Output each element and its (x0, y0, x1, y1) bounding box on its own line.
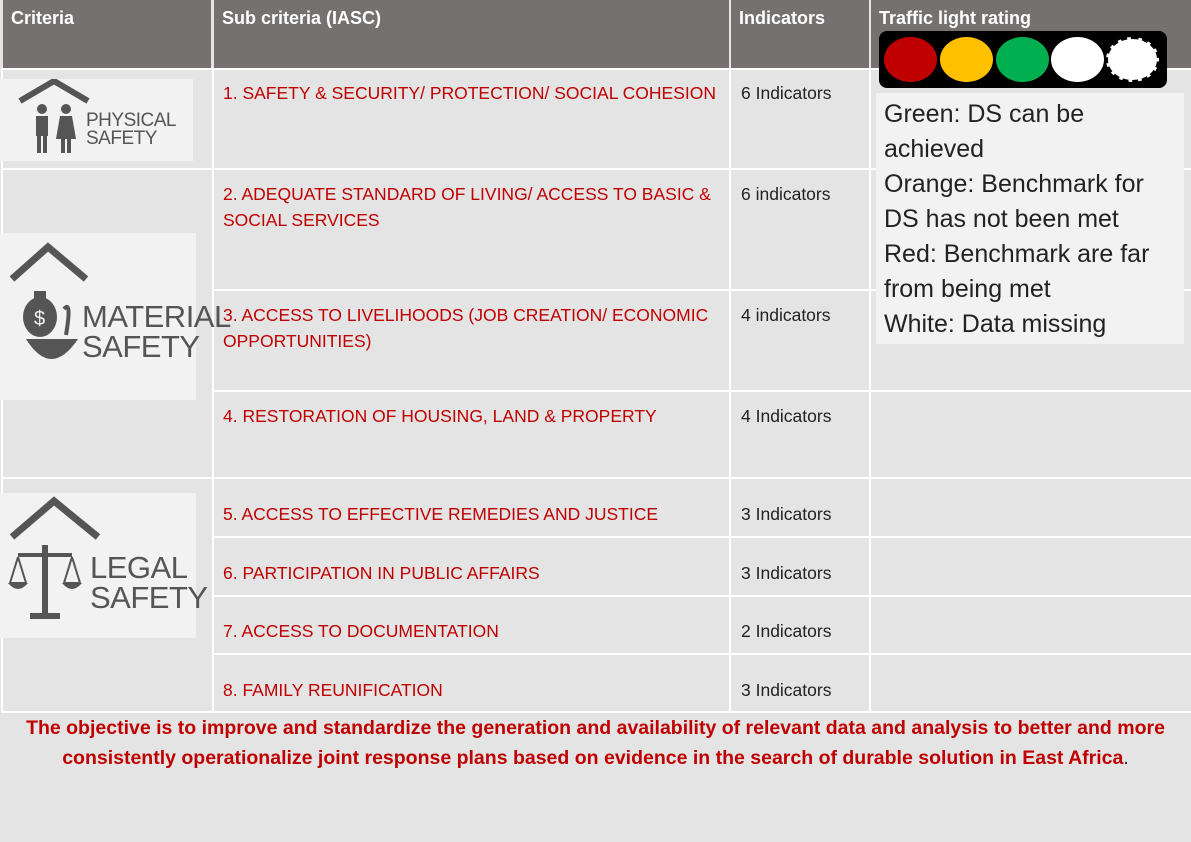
traffic-light-orange (940, 37, 993, 82)
legend-white: White: Data missing (884, 310, 1107, 338)
svg-text:$: $ (34, 308, 46, 330)
objective-period: . (1123, 747, 1129, 769)
indicators-2: 6 indicators (741, 184, 831, 204)
traffic-light-red (884, 37, 937, 82)
material-label (82, 299, 231, 364)
legal-label-line1: LEGAL (90, 550, 188, 585)
grid-line (212, 536, 1191, 538)
indicators-7: 2 Indicators (741, 621, 832, 641)
sub-criteria-3: 3. ACCESS TO LIVELIHOODS (JOB CREATION/ ECONOMIC OPPORTUNITIES) (223, 305, 709, 351)
physical-label-line2: SAFETY (86, 128, 157, 149)
legend-red: Red: Benchmark are far from being met (884, 240, 1150, 303)
indicators-4: 4 Indicators (741, 406, 832, 426)
traffic-light-green (996, 37, 1049, 82)
material-safety-icon (0, 233, 231, 400)
sub-criteria-2: 2. ADEQUATE STANDARD OF LIVING/ ACCESS TO BASIC & SOCIAL SERVICES (223, 184, 711, 230)
indicators-8: 3 Indicators (741, 680, 832, 700)
header-indicators: Indicators (731, 0, 869, 68)
legal-label (90, 550, 208, 615)
indicators-6: 3 Indicators (741, 563, 832, 583)
grid-line (212, 653, 1191, 655)
traffic-light-white-missing (1106, 37, 1159, 82)
physical-safety-icon (0, 79, 193, 161)
traffic-light-white (1051, 37, 1104, 82)
legal-safety-icon (0, 493, 208, 638)
grid-line (212, 595, 1191, 597)
legend-green: Green: DS can be achieved (884, 100, 1085, 163)
legend-orange: Orange: Benchmark for DS has not been met (884, 170, 1144, 233)
physical-label (86, 112, 176, 148)
grid-line (3, 477, 1191, 479)
sub-criteria-1: 1. SAFETY & SECURITY/ PROTECTION/ SOCIAL COHESION (223, 83, 717, 103)
indicators-1: 6 Indicators (741, 83, 832, 103)
legal-label-line2: SAFETY (90, 580, 208, 615)
sub-criteria-4: 4. RESTORATION OF HOUSING, LAND & PROPERTY (223, 406, 657, 426)
header-traffic-light: Traffic light rating (871, 0, 1191, 68)
indicators-3: 4 indicators (741, 305, 831, 325)
grid-line (212, 390, 1191, 392)
material-label-line2: SAFETY (82, 329, 200, 364)
indicators-5: 3 Indicators (741, 504, 832, 524)
traffic-light-bar (879, 31, 1167, 88)
objective-text: The objective is to improve and standardize the generation and availability of relevant data and analysis to better and more consistently operationalize joint response plans based on evidence in the search of durable solution in East Africa (26, 717, 1165, 769)
traffic-light-legend (876, 93, 1184, 344)
header-sub-criteria: Sub criteria (IASC) (214, 0, 729, 68)
material-label-line1: MATERIAL (82, 299, 231, 334)
objective-statement (0, 713, 1191, 773)
sub-criteria-5: 5. ACCESS TO EFFECTIVE REMEDIES AND JUSTICE (223, 504, 659, 524)
sub-criteria-6: 6. PARTICIPATION IN PUBLIC AFFAIRS (223, 563, 540, 583)
sub-criteria-7: 7. ACCESS TO DOCUMENTATION (223, 621, 499, 641)
sub-criteria-8: 8. FAMILY REUNIFICATION (223, 680, 443, 700)
header-criteria: Criteria (3, 0, 211, 68)
physical-label-line1: PHYSICAL (86, 110, 176, 131)
